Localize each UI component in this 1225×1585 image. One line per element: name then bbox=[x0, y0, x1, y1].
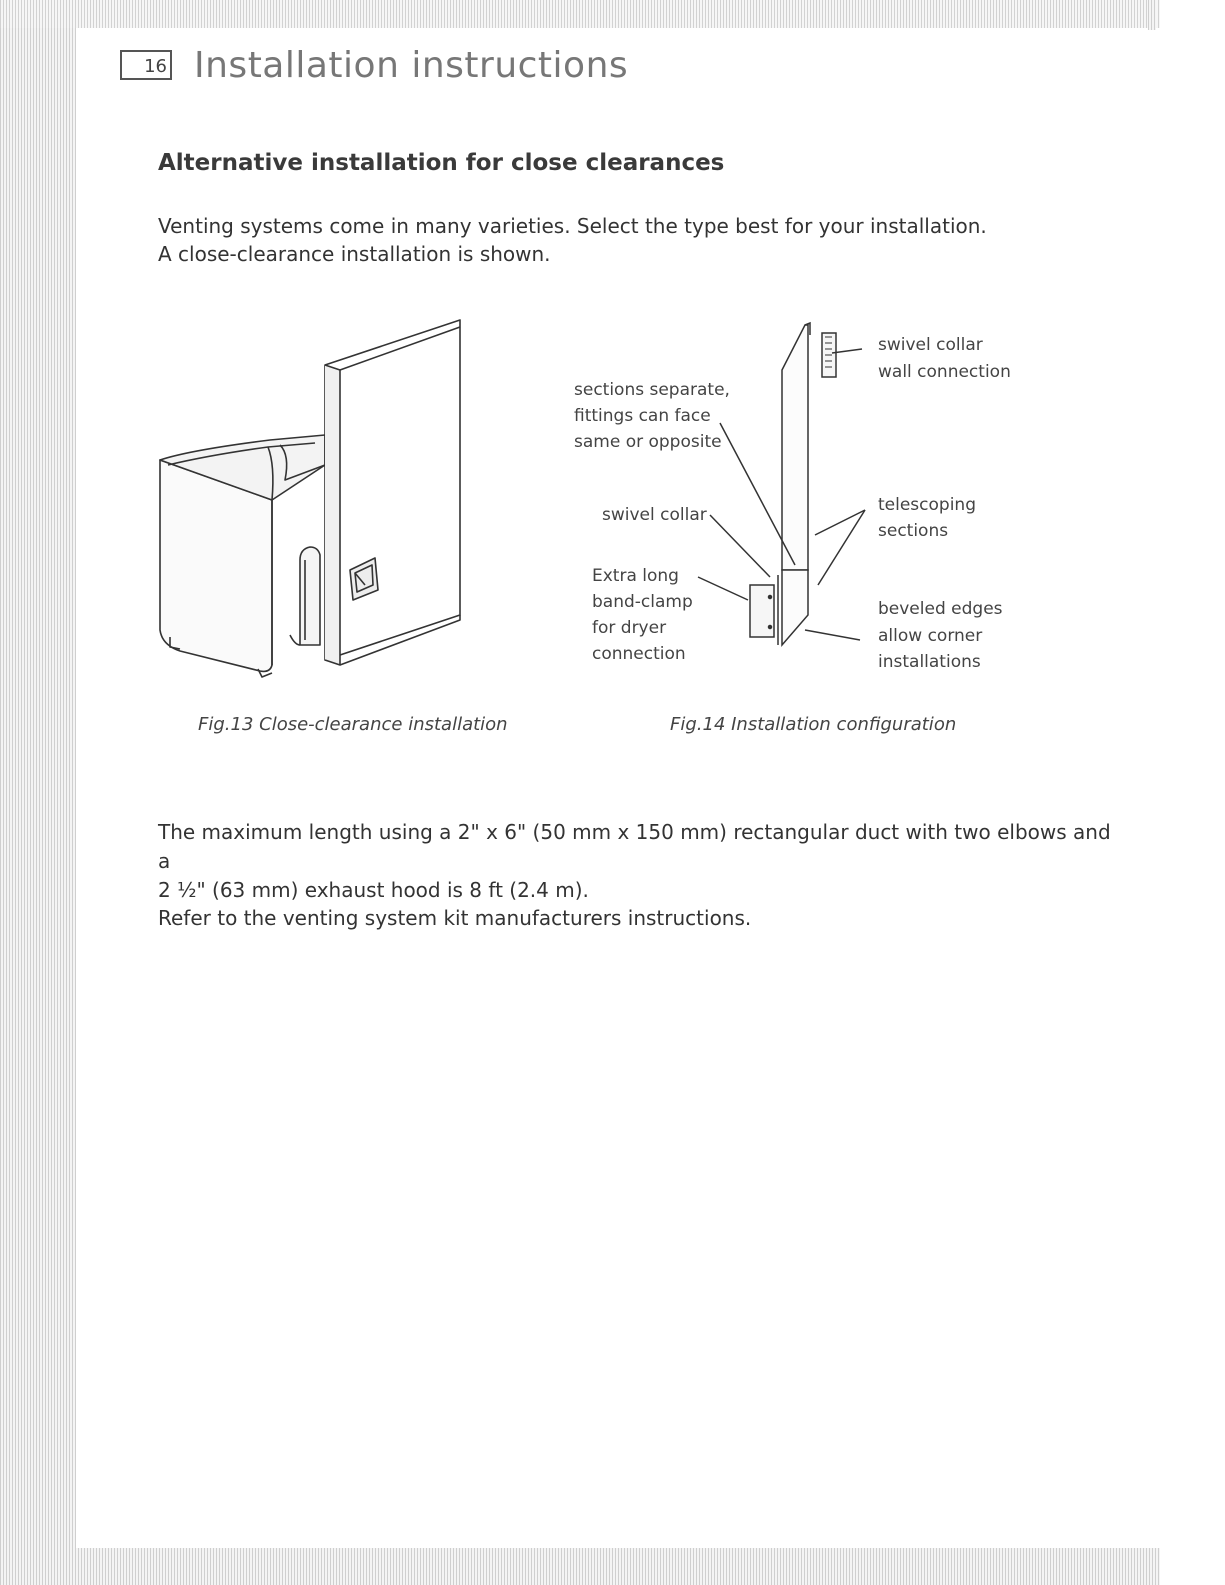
fig13-caption: Fig.13 Close-clearance installation bbox=[198, 714, 508, 735]
callout-sections-2: fittings can face bbox=[574, 406, 711, 426]
callout-clamp-3: for dryer bbox=[592, 618, 667, 638]
max-length-line-1: The maximum length using a 2" x 6" (50 mm x 150 mm) rectangular duct with two elbows and a bbox=[158, 820, 1111, 873]
fig14-caption: Fig.14 Installation configuration bbox=[670, 714, 957, 735]
callout-sections-3: same or opposite bbox=[574, 432, 722, 452]
max-length-paragraph bbox=[158, 818, 1118, 905]
fig13-dryer-illustration bbox=[150, 315, 480, 685]
callout-sections-1: sections separate, bbox=[574, 380, 730, 400]
callout-telescoping-2: sections bbox=[878, 521, 949, 541]
scan-border-top bbox=[0, 0, 1160, 28]
scan-border-left bbox=[0, 0, 76, 1585]
lower-duct-section bbox=[782, 570, 808, 645]
page-number: 16 bbox=[120, 50, 172, 80]
refer-line: Refer to the venting system kit manufacturers instructions. bbox=[158, 906, 752, 930]
callout-swivel-collar-wall-2: wall connection bbox=[878, 362, 1011, 382]
callout-swivel-collar: swivel collar bbox=[602, 505, 707, 525]
callout-beveled-3: installations bbox=[878, 652, 981, 672]
page-title: Installation instructions bbox=[194, 44, 629, 86]
callout-clamp-4: connection bbox=[592, 644, 686, 664]
callout-beveled-2: allow corner bbox=[878, 626, 983, 646]
scan-border-bottom bbox=[0, 1548, 1160, 1585]
intro-paragraph bbox=[158, 212, 1118, 268]
page-header bbox=[120, 40, 628, 90]
callout-swivel-collar-wall-1: swivel collar bbox=[878, 335, 983, 355]
callout-beveled-1: beveled edges bbox=[878, 599, 1003, 619]
section-heading: Alternative installation for close clearances bbox=[158, 150, 725, 176]
intro-line-2: A close-clearance installation is shown. bbox=[158, 242, 551, 266]
callout-telescoping-1: telescoping bbox=[878, 495, 976, 515]
intro-line-1: Venting systems come in many varieties. Select the type best for your installation. bbox=[158, 214, 987, 238]
callout-clamp-2: band-clamp bbox=[592, 592, 693, 612]
callout-clamp-1: Extra long bbox=[592, 566, 679, 586]
upper-duct-section bbox=[782, 325, 808, 570]
max-length-line-2: 2 ½" (63 mm) exhaust hood is 8 ft (2.4 m). bbox=[158, 878, 589, 902]
fig14-configuration-diagram bbox=[560, 315, 1040, 685]
refer-paragraph bbox=[158, 904, 1118, 933]
scan-border-right bbox=[1148, 0, 1156, 30]
